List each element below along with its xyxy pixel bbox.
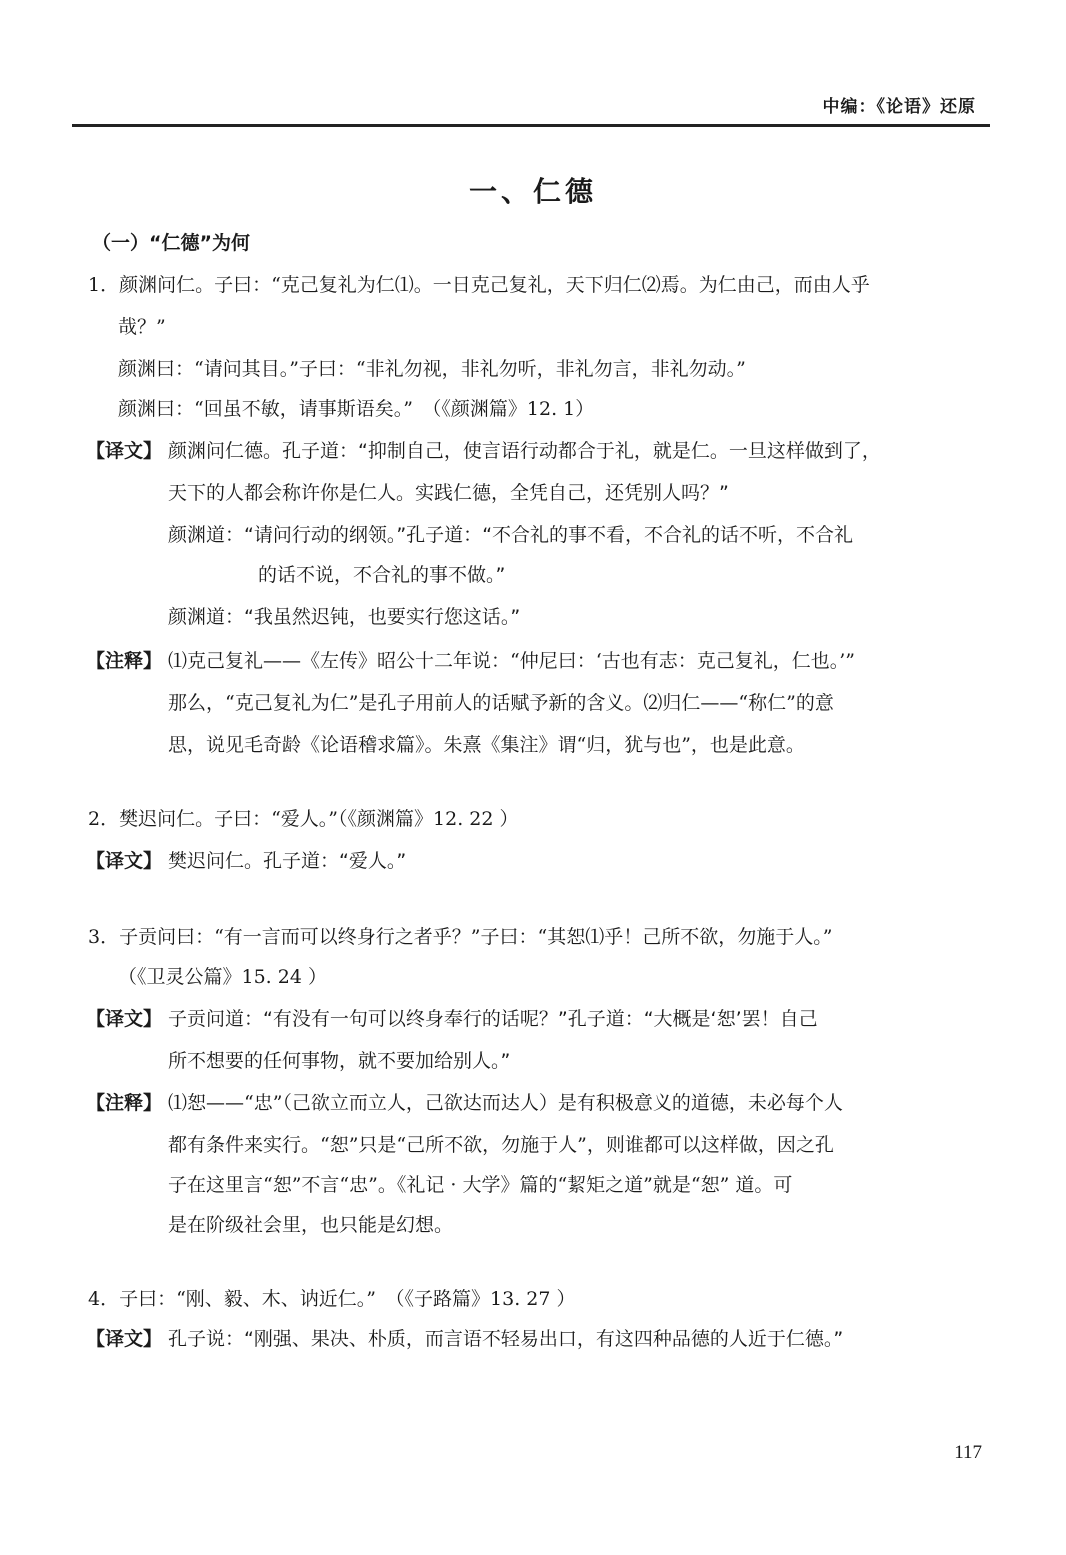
entry-2-line-1: 2．樊迟问仁。子曰：“爱人。”（《颜渊篇》12. 22 ） [88, 808, 519, 830]
entry-3-note-3: 子在这里言“恕”不言“忠”。《礼记 · 大学》篇的“絜矩之道”就是“恕” 道。可 [168, 1174, 793, 1196]
section-title: （一）“仁德”为何 [92, 232, 250, 254]
entry-1-note-3: 思，说见毛奇龄《论语稽求篇》。朱熹《集注》谓“归，犹与也”，也是此意。 [168, 734, 805, 756]
page-number: 117 [954, 1442, 982, 1463]
entry-1-line-4: 颜渊曰：“回虽不敏，请事斯语矣。” （《颜渊篇》12. 1） [118, 398, 595, 420]
entry-4-line-1: 4．子曰：“刚、毅、木、讷近仁。” （《子路篇》13. 27 ） [88, 1288, 576, 1310]
header-rule [72, 124, 990, 127]
translation-tag: 【译文】 [86, 850, 163, 872]
entry-3-note-4: 是在阶级社会里，也只能是幻想。 [168, 1214, 454, 1236]
entry-1-note-1: ⑴克己复礼——《左传》昭公十二年说：“仲尼曰：‘古也有志：克己复礼，仁也。’” [168, 650, 856, 672]
translation-tag: 【译文】 [86, 440, 163, 462]
entry-3-note-2: 都有条件来实行。“恕”只是“己所不欲，勿施于人”，则谁都可以这样做，因之孔 [168, 1134, 834, 1156]
entry-1-translation-4: 的话不说，不合礼的事不做。” [258, 564, 506, 586]
notes-tag: 【注释】 [86, 650, 163, 672]
entry-1-line-2: 哉？” [118, 316, 166, 338]
translation-tag: 【译文】 [86, 1328, 163, 1350]
entry-1-translation-5: 颜渊道：“我虽然迟钝，也要实行您这话。” [168, 606, 521, 628]
entry-1-line-1: 1．颜渊问仁。子曰：“克己复礼为仁⑴。一日克己复礼，天下归仁⑵焉。为仁由己，而由人乎 [88, 274, 870, 296]
entry-1-line-3: 颜渊曰：“请问其目。”子曰：“非礼勿视，非礼勿听，非礼勿言，非礼勿动。” [118, 358, 746, 380]
running-header: 中编：《论语》还原 [822, 97, 976, 117]
translation-tag: 【译文】 [86, 1008, 163, 1030]
entry-3-line-1: 3．子贡问曰：“有一言而可以终身行之者乎？”子曰：“其恕⑴乎！己所不欲，勿施于人。” [88, 926, 833, 948]
entry-3-translation-1: 子贡问道：“有没有一句可以终身奉行的话呢？”孔子道：“大概是‘恕’罢！自己 [168, 1008, 818, 1030]
chapter-title: 一、仁德 [468, 175, 597, 208]
entry-1-note-2: 那么，“克己复礼为仁”是孔子用前人的话赋予新的含义。⑵归仁——“称仁”的意 [168, 692, 834, 714]
notes-tag: 【注释】 [86, 1092, 163, 1114]
entry-3-line-2: （《卫灵公篇》15. 24 ） [118, 966, 327, 988]
entry-1-translation-2: 天下的人都会称许你是仁人。实践仁德，全凭自己，还凭别人吗？” [168, 482, 729, 504]
entry-1-translation-1: 颜渊问仁德。孔子道：“抑制自己，使言语行动都合于礼，就是仁。一旦这样做到了， [168, 440, 881, 462]
entry-1-translation-3: 颜渊道：“请问行动的纲领。”孔子道：“不合礼的事不看，不合礼的话不听，不合礼 [168, 524, 854, 546]
entry-3-translation-2: 所不想要的任何事物，就不要加给别人。” [168, 1050, 511, 1072]
entry-3-note-1: ⑴恕——“忠”（己欲立而立人，己欲达而达人）是有积极意义的道德，未必每个人 [168, 1092, 843, 1114]
entry-2-translation-1: 樊迟问仁。孔子道：“爱人。” [168, 850, 407, 872]
entry-4-translation-1: 孔子说：“刚强、果决、朴质，而言语不轻易出口，有这四种品德的人近于仁德。” [168, 1328, 844, 1350]
